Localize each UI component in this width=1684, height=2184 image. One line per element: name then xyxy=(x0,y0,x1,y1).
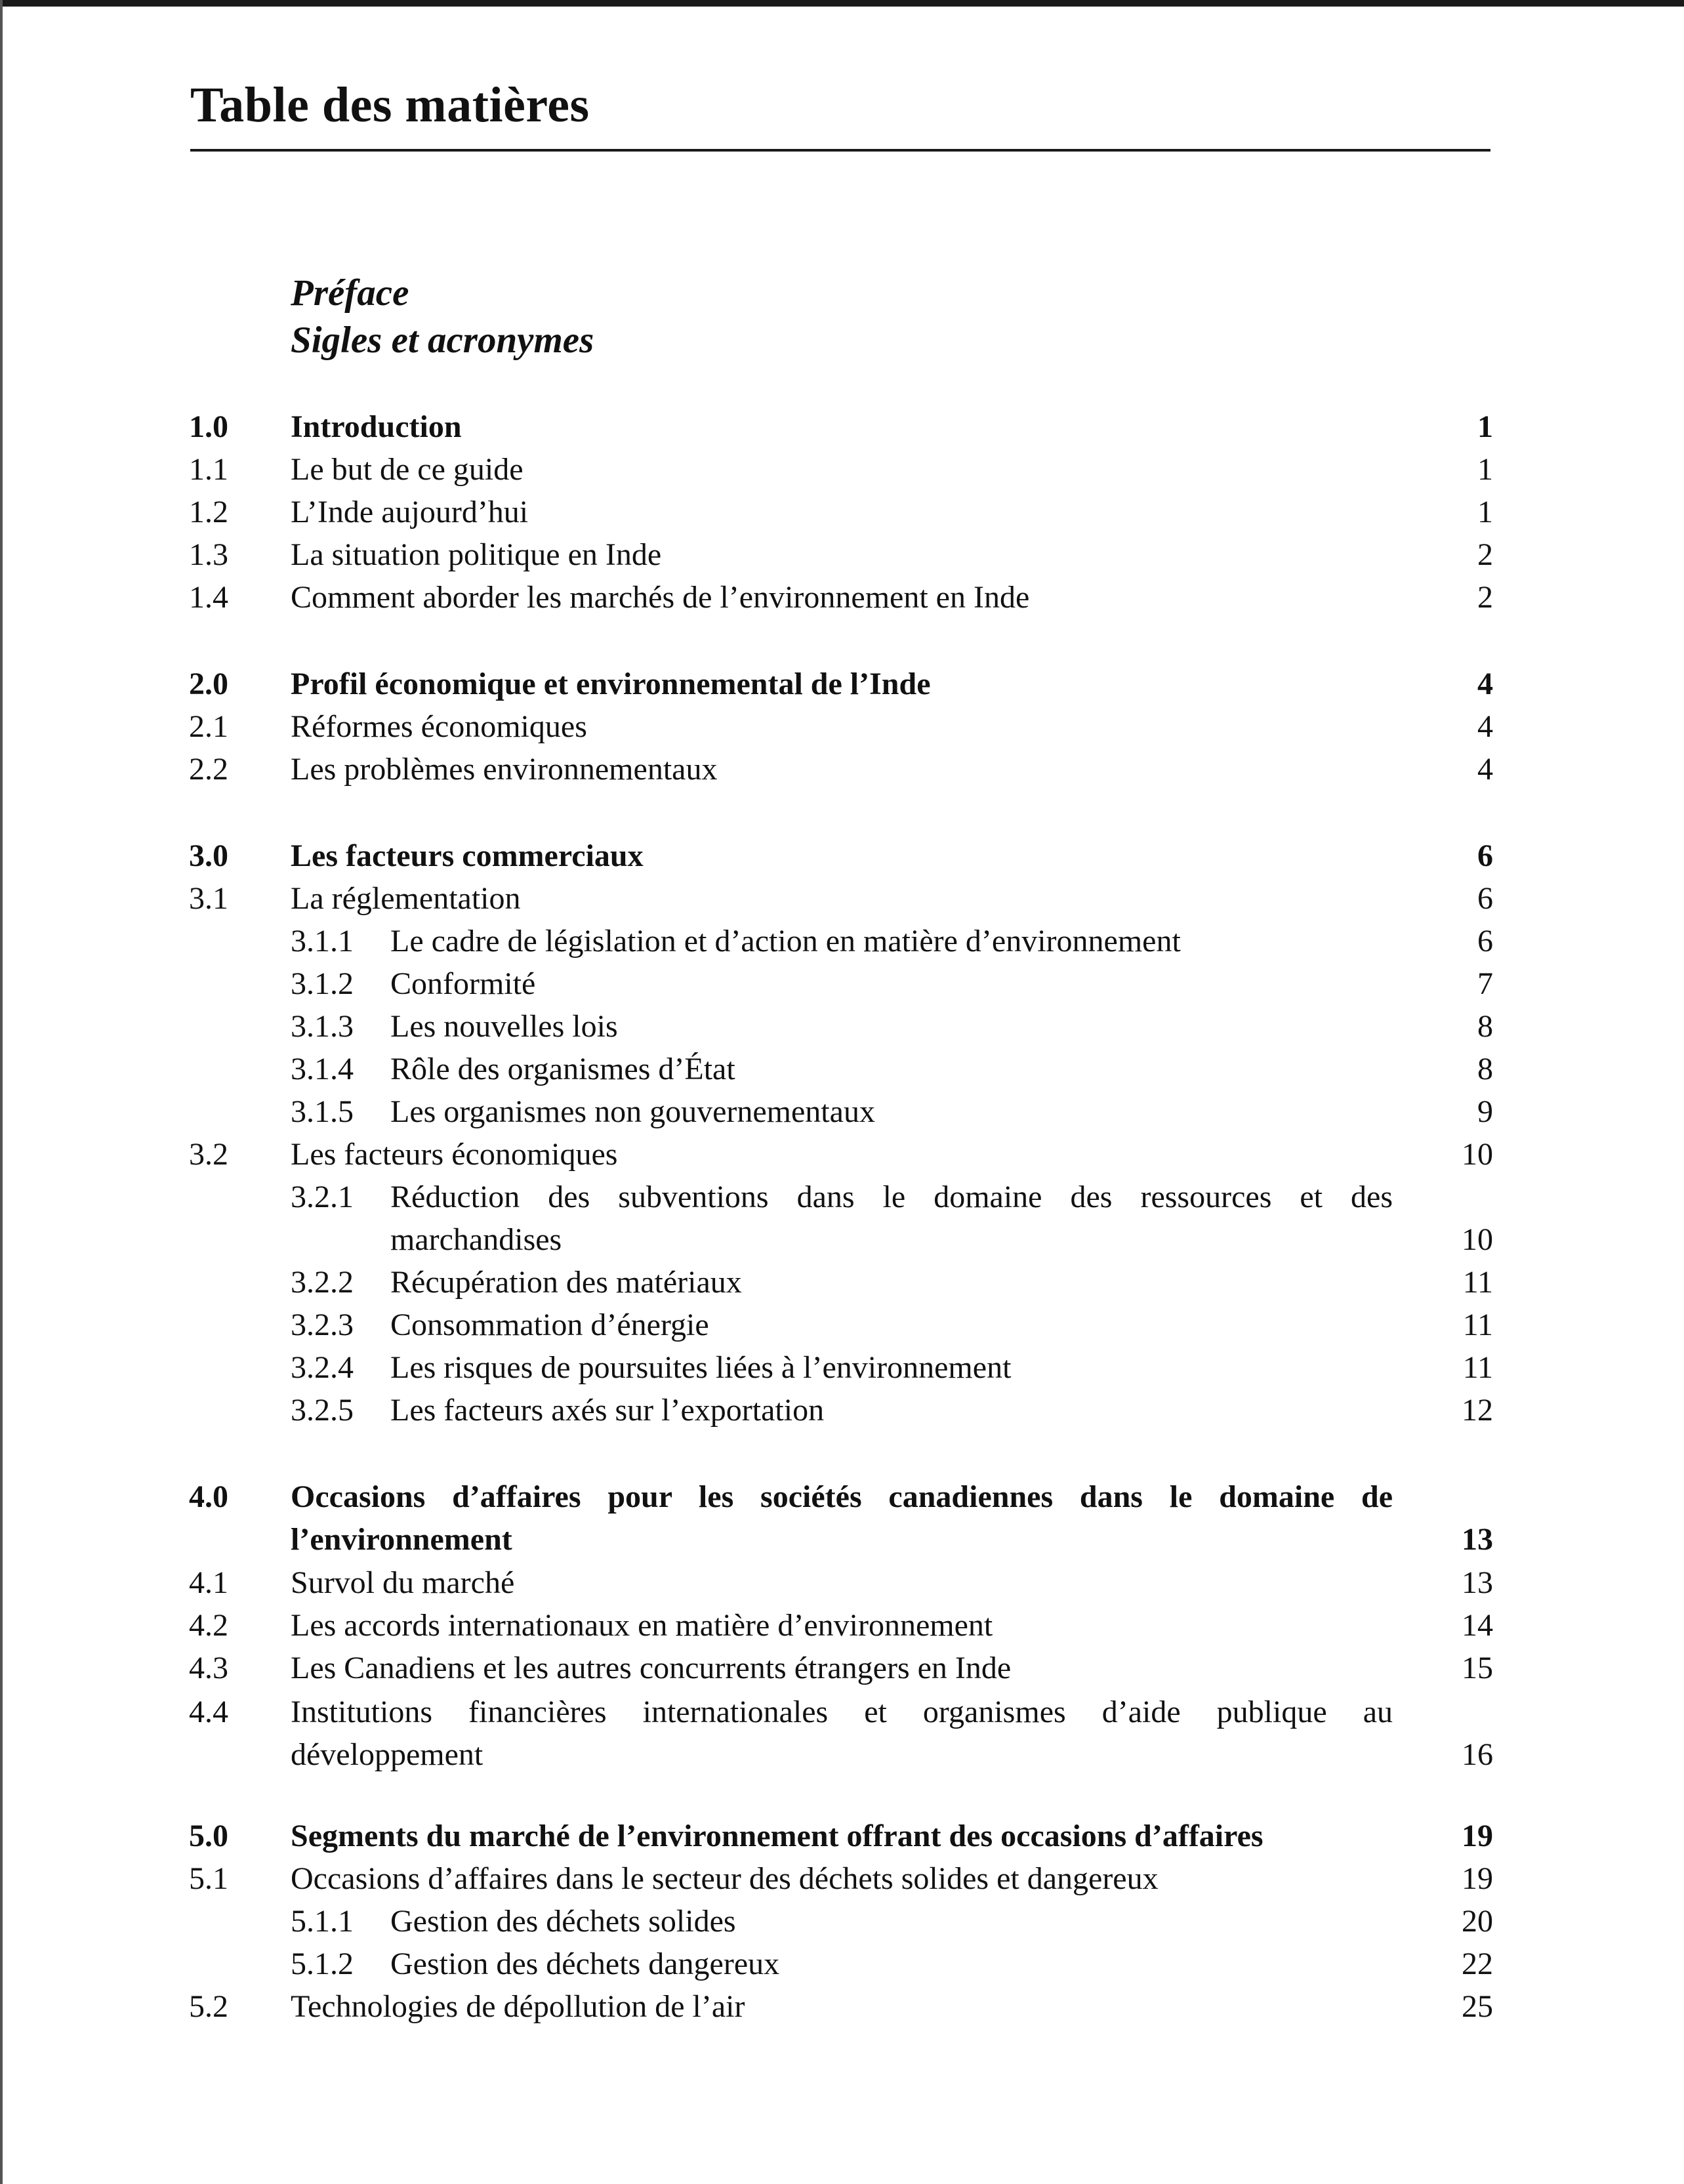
toc-entry-title: Consommation d’énergie xyxy=(390,1308,709,1342)
toc-entry-page: 6 xyxy=(1477,881,1493,916)
toc-entry-title: Occasions d’affaires pour les sociétés canadiennes dans le domaine de xyxy=(291,1479,1393,1514)
toc-entry-page: 8 xyxy=(1477,1052,1493,1086)
toc-entry-title: Segments du marché de l’environnement offrant des occasions d’affaires xyxy=(291,1819,1263,1853)
toc-entry-title: Occasions d’affaires dans le secteur des déchets solides et dangereux xyxy=(291,1861,1159,1896)
toc-entry-number: 2.0 xyxy=(189,667,228,701)
toc-entry-page: 14 xyxy=(1462,1608,1493,1643)
toc-entry xyxy=(0,1304,1684,1347)
toc-entry-page: 11 xyxy=(1462,1350,1493,1385)
toc-entry-number: 3.2.4 xyxy=(291,1350,354,1385)
toc-entry-page: 10 xyxy=(1462,1137,1493,1172)
toc-entry-number: 1.2 xyxy=(189,495,228,529)
toc-entry-page: 4 xyxy=(1477,752,1493,787)
toc-entry-title: Les facteurs axés sur l’exportation xyxy=(390,1393,825,1428)
toc-entry-title: Technologies de dépollution de l’air xyxy=(291,1989,745,2024)
toc-entry xyxy=(0,1090,1684,1134)
toc-entry xyxy=(0,1133,1684,1176)
toc-entry-page: 4 xyxy=(1477,667,1493,701)
toc-entry-page: 11 xyxy=(1462,1308,1493,1342)
toc-entry xyxy=(0,920,1684,963)
toc-entry xyxy=(0,1943,1684,1986)
toc-entry-title: Institutions financières internationales et organismes d’aide publique au xyxy=(291,1695,1393,1729)
toc-entry-page: 13 xyxy=(1462,1522,1493,1557)
toc-entry-title: Les Canadiens et les autres concurrents étrangers en Inde xyxy=(291,1651,1012,1685)
front-matter-acronyms: Sigles et acronymes xyxy=(291,319,594,361)
toc-entry-number: 3.1.3 xyxy=(291,1009,354,1044)
toc-entry xyxy=(0,748,1684,791)
toc-entry-number: 2.1 xyxy=(189,709,228,744)
toc-entry-number: 4.1 xyxy=(189,1565,228,1600)
toc-entry-title: Profil économique et environnemental de l’Inde xyxy=(291,667,931,701)
toc-entry xyxy=(0,1647,1684,1690)
toc-entry-title: Les problèmes environnementaux xyxy=(291,752,718,787)
toc-entry-title: L’Inde aujourd’hui xyxy=(291,495,529,529)
toc-entry xyxy=(0,405,1684,449)
toc-entry-number: 1.1 xyxy=(189,452,228,487)
toc-entry-title: Réduction des subventions dans le domaine des ressources et des xyxy=(390,1180,1393,1214)
toc-entry-number: 1.0 xyxy=(189,409,228,444)
toc-entry-title: Survol du marché xyxy=(291,1565,515,1600)
toc-entry-page: 9 xyxy=(1477,1094,1493,1129)
toc-entry-page: 1 xyxy=(1477,495,1493,529)
toc-entry xyxy=(0,1389,1684,1432)
toc-entry-title: Les risques de poursuites liées à l’environnement xyxy=(390,1350,1012,1385)
toc-entry-title: Gestion des déchets solides xyxy=(390,1904,736,1939)
toc-entry xyxy=(0,1005,1684,1048)
toc-entry xyxy=(0,962,1684,1006)
toc-entry xyxy=(0,1561,1684,1605)
toc-entry-page: 4 xyxy=(1477,709,1493,744)
toc-entry xyxy=(0,533,1684,577)
toc-entry-number: 2.2 xyxy=(189,752,228,787)
toc-entry-continuation xyxy=(0,1218,1684,1262)
toc-entry-page: 22 xyxy=(1462,1947,1493,1981)
toc-entry-title: Comment aborder les marchés de l’environnement en Inde xyxy=(291,580,1030,615)
toc-entry xyxy=(0,877,1684,920)
toc-entry-number: 5.2 xyxy=(189,1989,228,2024)
toc-entry-page: 25 xyxy=(1462,1989,1493,2024)
toc-entry xyxy=(0,1857,1684,1901)
toc-entry-number: 5.1 xyxy=(189,1861,228,1896)
toc-entry-title: Récupération des matériaux xyxy=(390,1265,742,1300)
toc-entry-title: Réformes économiques xyxy=(291,709,587,744)
toc-entry-page: 1 xyxy=(1477,409,1493,444)
toc-entry-page: 8 xyxy=(1477,1009,1493,1044)
toc-entry-number: 3.2 xyxy=(189,1137,228,1172)
toc-entry-title: Gestion des déchets dangereux xyxy=(390,1947,780,1981)
toc-entry xyxy=(0,448,1684,491)
toc-entry-number: 3.2.3 xyxy=(291,1308,354,1342)
toc-entry-number: 5.0 xyxy=(189,1819,228,1853)
toc-entry xyxy=(0,1815,1684,1858)
toc-entry-title: Les facteurs commerciaux xyxy=(291,838,644,873)
toc-entry xyxy=(0,1985,1684,2029)
toc-entry-page: 7 xyxy=(1477,966,1493,1001)
toc-entry-title: Le cadre de législation et d’action en matière d’environnement xyxy=(390,924,1181,958)
toc-entry xyxy=(0,1176,1684,1219)
toc-entry-number: 3.2.2 xyxy=(291,1265,354,1300)
toc-entry xyxy=(0,1261,1684,1304)
toc-entry xyxy=(0,1604,1684,1647)
toc-entry-page: 20 xyxy=(1462,1904,1493,1939)
toc-entry-title: Rôle des organismes d’État xyxy=(390,1052,735,1086)
toc-entry-title: Les nouvelles lois xyxy=(390,1009,618,1044)
toc-entry-number: 4.4 xyxy=(189,1695,228,1729)
toc-entry-number: 4.0 xyxy=(189,1479,228,1514)
toc-entry-page: 11 xyxy=(1462,1265,1493,1300)
toc-entry-title: Introduction xyxy=(291,409,462,444)
toc-entry xyxy=(0,1475,1684,1519)
toc-entry-number: 5.1.2 xyxy=(291,1947,354,1981)
toc-entry-page: 19 xyxy=(1462,1819,1493,1853)
toc-entry-continuation xyxy=(0,1518,1684,1561)
toc-entry-number: 4.2 xyxy=(189,1608,228,1643)
toc-entry-number: 3.1.5 xyxy=(291,1094,354,1129)
toc-entry-title: La situation politique en Inde xyxy=(291,537,662,572)
toc-entry-page: 6 xyxy=(1477,924,1493,958)
toc-entry-page: 1 xyxy=(1477,452,1493,487)
toc-entry-number: 3.1 xyxy=(189,881,228,916)
toc-entry-title: Les facteurs économiques xyxy=(291,1137,618,1172)
toc-entry-title: Conformité xyxy=(390,966,536,1001)
toc-entry-page: 15 xyxy=(1462,1651,1493,1685)
toc-entry-page: 19 xyxy=(1462,1861,1493,1896)
toc-entry-page: 16 xyxy=(1462,1737,1493,1772)
toc-entry xyxy=(0,1048,1684,1091)
toc-entry xyxy=(0,663,1684,706)
toc-entry xyxy=(0,576,1684,619)
toc-entry-title-continued: marchandises xyxy=(390,1222,562,1257)
toc-entry xyxy=(0,834,1684,878)
toc-entry-number: 1.3 xyxy=(189,537,228,572)
toc-entry-page: 13 xyxy=(1462,1565,1493,1600)
toc-entry xyxy=(0,705,1684,749)
toc-entry-number: 1.4 xyxy=(189,580,228,615)
toc-entry-number: 4.3 xyxy=(189,1651,228,1685)
toc-entry xyxy=(0,1691,1684,1734)
toc-entry-page: 6 xyxy=(1477,838,1493,873)
toc-entry-number: 3.2.5 xyxy=(291,1393,354,1428)
toc-entry-page: 12 xyxy=(1462,1393,1493,1428)
toc-entry-title: Les organismes non gouvernementaux xyxy=(390,1094,875,1129)
toc-entry-title-continued: développement xyxy=(291,1737,483,1772)
toc-entry-title: Le but de ce guide xyxy=(291,452,524,487)
toc-entry-page: 2 xyxy=(1477,537,1493,572)
toc-entry xyxy=(0,1346,1684,1390)
toc-entry-number: 3.1.2 xyxy=(291,966,354,1001)
toc-entry-number: 3.0 xyxy=(189,838,228,873)
toc-entry-page: 2 xyxy=(1477,580,1493,615)
toc-entry-number: 3.2.1 xyxy=(291,1180,354,1214)
toc-entry-number: 3.1.1 xyxy=(291,924,354,958)
toc-entry-continuation xyxy=(0,1733,1684,1777)
toc-entry-page: 10 xyxy=(1462,1222,1493,1257)
toc-entry-number: 5.1.1 xyxy=(291,1904,354,1939)
front-matter-preface: Préface xyxy=(291,272,409,314)
toc-entry xyxy=(0,1900,1684,1943)
toc-entry xyxy=(0,491,1684,534)
toc-entry-title-continued: l’environnement xyxy=(291,1522,512,1557)
toc-entry-title: La réglementation xyxy=(291,881,521,916)
toc-entry-number: 3.1.4 xyxy=(291,1052,354,1086)
page-title: Table des matières xyxy=(190,77,590,133)
toc-entry-title: Les accords internationaux en matière d’environnement xyxy=(291,1608,993,1643)
